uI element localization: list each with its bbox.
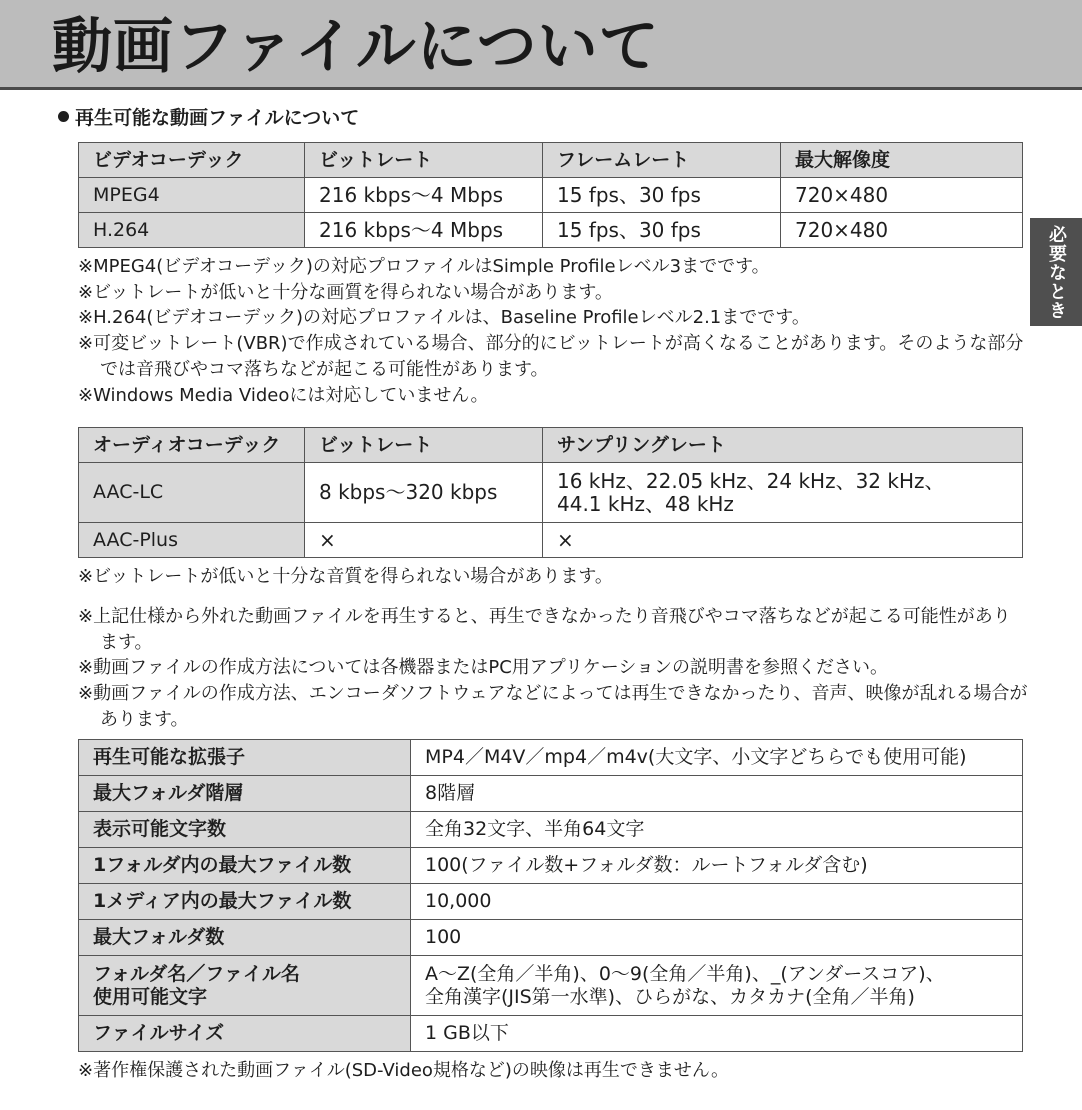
note: ※動画ファイルの作成方法については各機器またはPC用アプリケーションの説明書を参照ください。: [78, 657, 888, 679]
side-index-tab[interactable]: 必要なとき: [1030, 218, 1082, 326]
table-row: [79, 178, 1023, 213]
table-header-cell: サンプリングレート: [543, 428, 1023, 463]
table-cell: 15 fps、30 fps: [543, 213, 781, 248]
spec-label: 再生可能な拡張子: [79, 740, 411, 776]
video-notes: [78, 254, 1028, 408]
table-header-row: [79, 143, 1023, 178]
note: ※Windows Media Videoには対応していません。: [78, 384, 489, 406]
footer-notes: [78, 1058, 1028, 1084]
spec-value: 1 GB以下: [411, 1016, 1023, 1052]
table-cell: 720×480: [781, 178, 1023, 213]
table-cell: 216 kbps～4 Mbps: [305, 213, 543, 248]
note: ※動画ファイルの作成方法、エンコーダソフトウェアなどによっては再生できなかったり、音声、映像が乱れる場合があります。: [78, 683, 1028, 730]
table-cell: 15 fps、30 fps: [543, 178, 781, 213]
table-cell: 8 kbps～320 kbps: [305, 463, 543, 523]
label-line: 使用可能文字: [93, 985, 208, 1008]
table-header-cell: ビットレート: [305, 143, 543, 178]
spec-label: 1フォルダ内の最大ファイル数: [79, 848, 411, 884]
spec-value: 全角32文字、半角64文字: [411, 812, 1023, 848]
value-line: A～Z(全角／半角)、0～9(全角／半角)、_(アンダースコア)、: [425, 962, 945, 985]
table-cell: AAC-Plus: [79, 523, 305, 558]
value-line: 全角漢字(JIS第一水準)、ひらがな、カタカナ(全角／半角): [425, 985, 915, 1008]
cell-line: 44.1 kHz、48 kHz: [557, 491, 734, 516]
bullet-icon: [58, 111, 69, 122]
table-header-cell: 最大解像度: [781, 143, 1023, 178]
table-row: [79, 463, 1023, 523]
table-header-row: [79, 428, 1023, 463]
table-row: [79, 1016, 1023, 1052]
table-cell: AAC-LC: [79, 463, 305, 523]
table-row: [79, 523, 1023, 558]
table-cell: ×: [305, 523, 543, 558]
table-row: [79, 213, 1023, 248]
table-cell: 216 kbps～4 Mbps: [305, 178, 543, 213]
table-cell: 720×480: [781, 213, 1023, 248]
note: ※ビットレートが低いと十分な音質を得られない場合があります。: [78, 566, 613, 587]
label-line: フォルダ名／ファイル名: [93, 962, 300, 985]
table-cell: [543, 463, 1023, 523]
spec-label: 最大フォルダ階層: [79, 776, 411, 812]
spec-label: 1メディア内の最大ファイル数: [79, 884, 411, 920]
table-row: [79, 812, 1023, 848]
note: ※著作権保護された動画ファイル(SD-Video規格など)の映像は再生できません。: [78, 1060, 730, 1081]
spec-label: ファイルサイズ: [79, 1016, 411, 1052]
table-row: [79, 920, 1023, 956]
spec-value: [411, 956, 1023, 1016]
spec-value: MP4／M4V／mp4／m4v(大文字、小文字どちらでも使用可能): [411, 740, 1023, 776]
table-cell: H.264: [79, 213, 305, 248]
cell-line: 16 kHz、22.05 kHz、24 kHz、32 kHz、: [557, 468, 945, 493]
note: ※可変ビットレート(VBR)で作成されている場合、部分的にビットレートが高くなることがあります。そのような部分では音飛びやコマ落ちなどが起こる可能性があります。: [78, 333, 1024, 380]
table-cell: ×: [543, 523, 1023, 558]
spec-value: 100: [411, 920, 1023, 956]
note: ※MPEG4(ビデオコーデック)の対応プロファイルはSimple Profileレベル3までです。: [78, 256, 770, 277]
section-heading-text: 再生可能な動画ファイルについて: [75, 107, 360, 129]
table-row: [79, 776, 1023, 812]
note: ※H.264(ビデオコーデック)の対応プロファイルは、Baseline Profileレベル2.1までです。: [78, 307, 810, 329]
table-header-cell: オーディオコーデック: [79, 428, 305, 463]
video-codec-table: [78, 142, 1023, 248]
table-cell: MPEG4: [79, 178, 305, 213]
table-header-cell: フレームレート: [543, 143, 781, 178]
page-header: [0, 0, 1082, 90]
spec-value: 100(ファイル数+フォルダ数：ルートフォルダ含む): [411, 848, 1023, 884]
audio-notes: [78, 564, 1028, 590]
table-row: [79, 884, 1023, 920]
spec-label: 最大フォルダ数: [79, 920, 411, 956]
spec-label: 表示可能文字数: [79, 812, 411, 848]
spec-value: 10,000: [411, 884, 1023, 920]
note: ※ビットレートが低いと十分な画質を得られない場合があります。: [78, 281, 613, 303]
table-header-cell: ビデオコーデック: [79, 143, 305, 178]
note: ※上記仕様から外れた動画ファイルを再生すると、再生できなかったり音飛びやコマ落ちなどが起こる可能性があります。: [78, 606, 1011, 653]
section-heading: [58, 103, 359, 130]
file-spec-table: [78, 739, 1023, 1052]
table-row: [79, 848, 1023, 884]
page-title: 動画ファイルについて: [52, 12, 660, 82]
audio-codec-table: [78, 427, 1023, 558]
spec-value: 8階層: [411, 776, 1023, 812]
table-header-cell: ビットレート: [305, 428, 543, 463]
table-row: [79, 740, 1023, 776]
spec-label: [79, 956, 411, 1016]
table-row: [79, 956, 1023, 1016]
general-notes: [78, 604, 1028, 733]
